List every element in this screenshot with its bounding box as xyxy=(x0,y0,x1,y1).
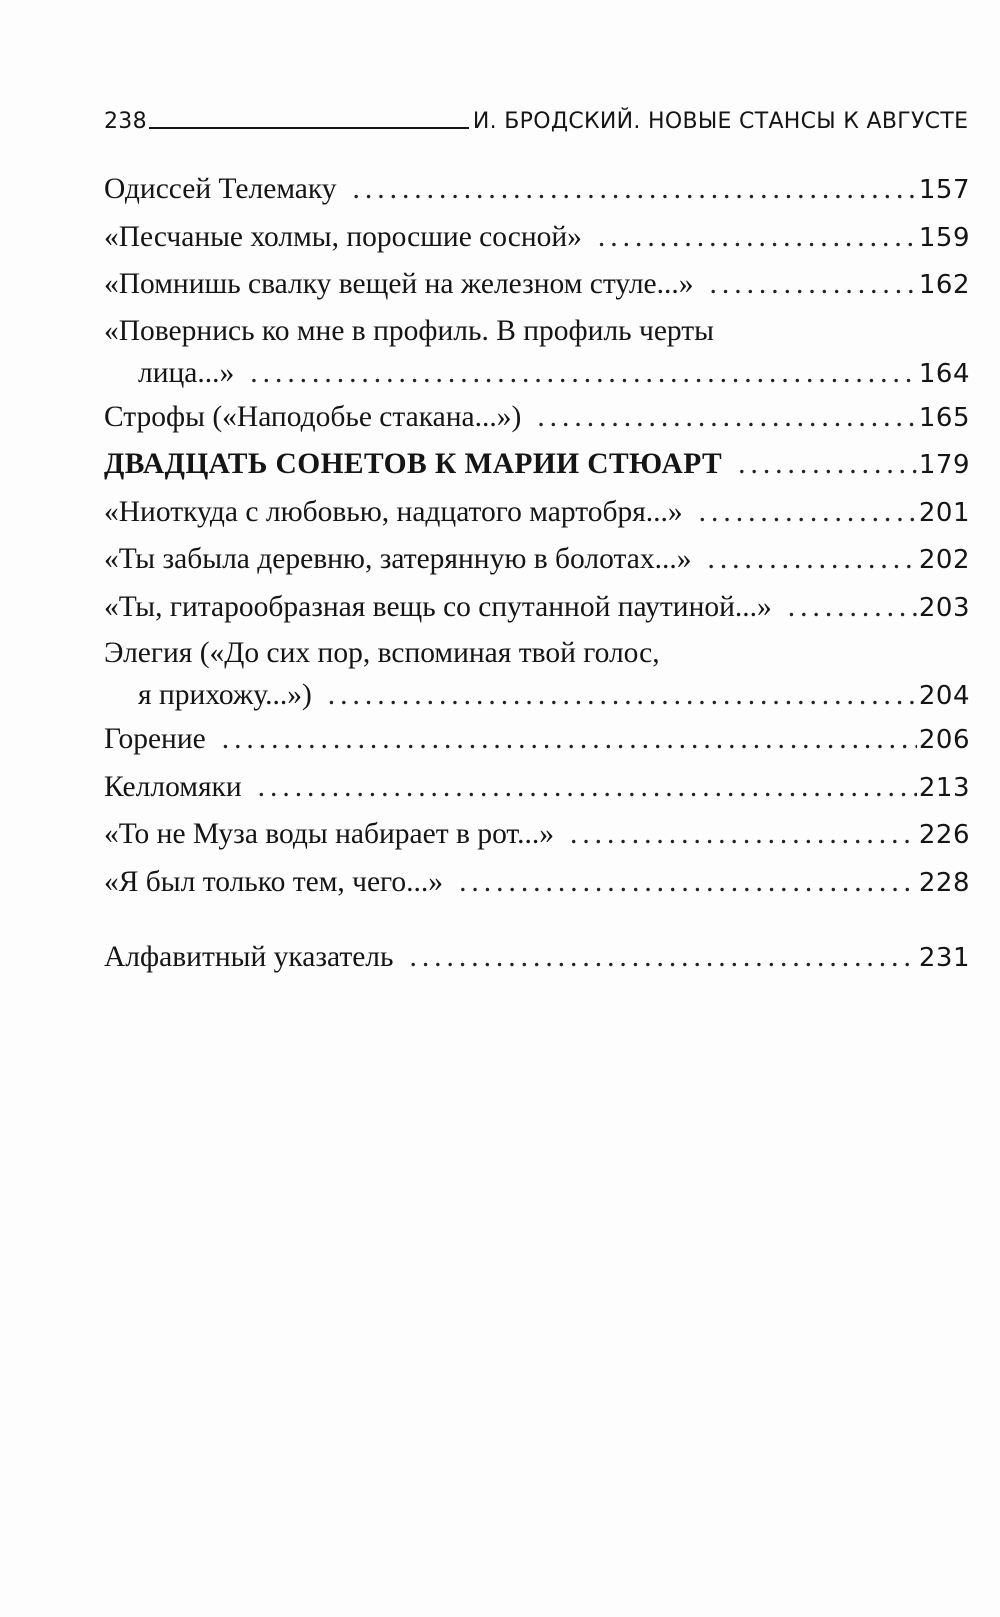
toc-entry-title: Одиссей Телемаку xyxy=(104,173,337,205)
toc-entry-title: «Я был только тем, чего...» xyxy=(104,865,444,898)
toc-entry-title: «Помнишь свалку вещей на железном стуле...» xyxy=(104,268,694,300)
toc-entry-title-line-1: Элегия («До сих пор, вспоминая твой голос, xyxy=(104,637,660,669)
toc-entry-page: 162 xyxy=(918,270,970,300)
toc-entry-page: 179 xyxy=(918,450,970,480)
toc-entry[interactable] xyxy=(104,309,970,394)
toc-entry[interactable] xyxy=(104,631,970,716)
toc-entry-page: 203 xyxy=(918,592,970,623)
toc-entry[interactable] xyxy=(104,536,970,584)
section-spacer xyxy=(104,906,970,934)
dot-leader xyxy=(699,489,917,536)
toc-entry-page: 231 xyxy=(918,943,970,973)
toc-entry-page: 165 xyxy=(918,402,970,433)
running-title: И. БРОДСКИЙ. НОВЫЕ СТАНСЫ К АВГУСТЕ xyxy=(472,109,969,134)
toc-entry-title: Строфы («Наподобье стакана...») xyxy=(104,400,522,433)
toc-entry[interactable] xyxy=(104,811,970,859)
dot-leader xyxy=(707,536,916,583)
toc-entry-title: Алфавитный указатель xyxy=(104,941,394,973)
dot-leader xyxy=(537,394,917,441)
toc-entry-page: 159 xyxy=(918,222,970,253)
toc-entry-title: Горение xyxy=(104,723,206,755)
running-header xyxy=(104,98,970,134)
toc-entry[interactable] xyxy=(104,166,970,214)
dot-leader xyxy=(788,584,917,631)
toc-entry-title: «То не Муза воды набирает в рот...» xyxy=(104,818,554,850)
toc-entry[interactable] xyxy=(104,261,970,309)
dot-leader xyxy=(353,166,917,213)
toc-entry-title: «Ты, гитарообразная вещь со спутанной паутиной...» xyxy=(104,590,772,623)
toc-entry-title: «Ниоткуда с любовью, надцатого мартобря...» xyxy=(104,495,683,528)
dot-leader xyxy=(738,441,917,488)
toc-entry-index[interactable] xyxy=(104,934,970,982)
dot-leader xyxy=(598,214,917,261)
toc-entry[interactable] xyxy=(104,489,970,537)
toc-entry[interactable] xyxy=(104,764,970,812)
toc-entry-page: 204 xyxy=(918,681,970,711)
toc-entry[interactable] xyxy=(104,214,970,262)
toc-entry-title-line-2: лица...» xyxy=(138,356,235,389)
toc-section-title: ДВАДЦАТЬ СОНЕТОВ К МАРИИ СТЮАРТ xyxy=(104,448,723,480)
toc-entry[interactable] xyxy=(104,859,970,907)
toc-entry-page: 226 xyxy=(918,820,970,850)
dot-leader xyxy=(710,261,917,308)
dot-leader xyxy=(409,934,916,981)
toc-entry-title: «Песчаные холмы, поросшие сосной» xyxy=(104,220,582,253)
toc-entry[interactable] xyxy=(104,394,970,442)
header-rule xyxy=(149,127,469,129)
toc-entry-title-line-1: «Повернись ко мне в профиль. В профиль черты xyxy=(104,314,714,347)
toc-entry-title-line-2: я прихожу...») xyxy=(138,679,312,711)
toc-entry-page: 206 xyxy=(918,725,970,755)
toc-entry-page: 157 xyxy=(918,175,970,205)
toc-entry-title: «Ты забыла деревню, затерянную в болотах...» xyxy=(104,543,692,575)
table-of-contents xyxy=(104,166,970,982)
toc-entry-title: Келломяки xyxy=(104,770,242,803)
toc-entry-page: 164 xyxy=(918,358,970,389)
dot-leader xyxy=(258,764,917,811)
dot-leader xyxy=(222,716,917,763)
dot-leader xyxy=(250,353,917,393)
toc-entry[interactable] xyxy=(104,716,970,764)
dot-leader xyxy=(570,811,917,858)
toc-section-entry[interactable] xyxy=(104,441,970,489)
page-number: 238 xyxy=(104,109,147,134)
dot-leader xyxy=(459,859,917,906)
toc-entry-page: 213 xyxy=(918,772,970,803)
dot-leader xyxy=(328,675,917,715)
toc-entry-page: 228 xyxy=(918,867,970,898)
toc-entry-page: 202 xyxy=(918,545,970,575)
toc-entry[interactable] xyxy=(104,584,970,632)
toc-entry-page: 201 xyxy=(918,497,970,528)
